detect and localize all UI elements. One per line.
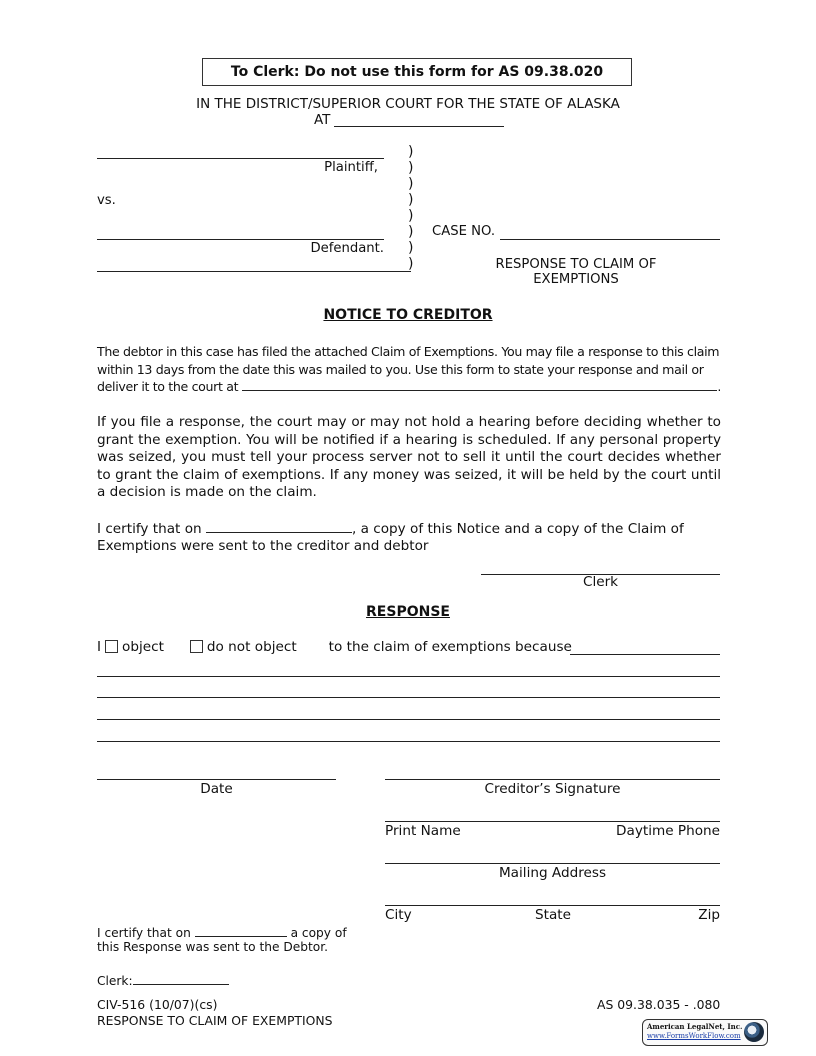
case-number-field[interactable] (500, 239, 720, 240)
notice-heading: NOTICE TO CREDITOR (323, 307, 493, 323)
clerk-certify-line2: this Response was sent to the Debtor. (97, 940, 329, 954)
form-number: CIV-516 (10/07)(cs) (97, 997, 218, 1012)
clerk-notice-text: To Clerk: Do not use this form for AS 09.38.020 (230, 64, 604, 80)
because-label: to the claim of exemptions because (328, 639, 572, 655)
caption-paren: ) (408, 224, 414, 240)
date-field[interactable] (97, 779, 336, 780)
date-label: Date (200, 781, 233, 797)
mailing-address-label: Mailing Address (498, 865, 607, 881)
clerk-initials-label: Clerk: (97, 974, 133, 988)
notice-paragraph-1-line3: deliver it to the court at (97, 379, 239, 395)
clerk-initials-field[interactable] (133, 972, 229, 985)
clerk-certify-date-field[interactable] (195, 924, 287, 937)
do-not-object-checkbox[interactable] (190, 640, 203, 653)
reason-field-line1[interactable] (570, 654, 720, 655)
daytime-phone-label: Daytime Phone (616, 823, 720, 839)
defendant-address-field[interactable] (97, 271, 411, 272)
zip-label: Zip (698, 907, 720, 923)
response-heading: RESPONSE (366, 604, 450, 620)
notice-paragraph-1 (97, 343, 721, 396)
reason-field-line2[interactable] (97, 676, 720, 677)
form-title-line2: EXEMPTIONS (533, 272, 619, 287)
notice-certify-prefix: I certify that on (97, 521, 202, 537)
mailing-address-field[interactable] (385, 863, 720, 864)
publisher-url[interactable]: www.FormsWorkFlow.com (647, 1032, 741, 1040)
caption-paren: ) (408, 192, 414, 208)
publisher-logo[interactable] (642, 1019, 768, 1046)
creditor-signature-field[interactable] (385, 779, 720, 780)
object-checkbox[interactable] (105, 640, 118, 653)
objection-i-label: I (97, 639, 102, 655)
plaintiff-label: Plaintiff, (324, 160, 378, 175)
defendant-label: Defendant. (310, 241, 384, 256)
caption-paren: ) (408, 240, 414, 256)
creditor-signature-label: Creditor’s Signature (484, 781, 621, 797)
object-label: object (122, 639, 164, 655)
state-label: State (535, 907, 571, 923)
notice-certify-suffix: , a copy of this Notice and a copy of the Claim of (351, 521, 684, 537)
caption-paren: ) (408, 160, 414, 176)
globe-icon (744, 1022, 764, 1042)
clerk-signature-label: Clerk (582, 574, 619, 590)
form-name-footer: RESPONSE TO CLAIM OF EXEMPTIONS (97, 1013, 333, 1028)
city-state-zip-field[interactable] (385, 905, 720, 906)
reason-field-line4[interactable] (97, 719, 720, 720)
defendant-name-field[interactable] (97, 239, 384, 240)
do-not-object-label: do not object (206, 639, 297, 655)
notice-certify-line2: Exemptions were sent to the creditor and debtor (97, 538, 429, 554)
reason-field-line5[interactable] (97, 741, 720, 742)
notice-certify-date-field[interactable] (206, 520, 352, 533)
vs-label: vs. (97, 193, 116, 208)
print-name-phone-field[interactable] (385, 821, 720, 822)
statute-reference: AS 09.38.035 - .080 (597, 997, 721, 1012)
clerk-certify-line1 (97, 924, 347, 940)
city-label: City (385, 907, 412, 923)
objection-row (97, 639, 572, 655)
publisher-name: American LegalNet, Inc. (647, 1022, 743, 1031)
clerk-initials-row (97, 972, 229, 988)
notice-paragraph-1-line1: The debtor in this case has filed the attached Claim of Exemptions. You may file a response to this claim (97, 344, 720, 359)
form-title-line1: RESPONSE TO CLAIM OF (495, 257, 657, 272)
caption-paren: ) (408, 256, 414, 272)
plaintiff-name-field[interactable] (97, 158, 384, 159)
reason-field-line3[interactable] (97, 697, 720, 698)
caption-paren: ) (408, 176, 414, 192)
caption-paren: ) (408, 208, 414, 224)
court-address-field[interactable] (242, 378, 717, 391)
notice-certify-line1 (97, 520, 684, 537)
case-number-label: CASE NO. (432, 224, 496, 239)
court-location-label: AT (314, 112, 331, 128)
print-name-label: Print Name (385, 823, 461, 839)
clerk-notice-box (202, 58, 632, 86)
notice-paragraph-1-line2: within 13 days from the date this was mailed to you. Use this form to state your response and mail or (97, 361, 704, 377)
clerk-certify-prefix: I certify that on (97, 926, 191, 940)
court-location-field[interactable] (334, 126, 504, 127)
notice-paragraph-1-end: . (717, 379, 721, 395)
clerk-certify-suffix: a copy of (290, 926, 347, 940)
court-title: IN THE DISTRICT/SUPERIOR COURT FOR THE STATE OF ALASKA (196, 96, 620, 112)
caption-paren: ) (408, 144, 414, 160)
notice-paragraph-2: If you file a response, the court may or may not hold a hearing before deciding whether to grant the exemption. You will be notified if a hearing is scheduled. If any personal property was seized, you must tell your process server not to sell it until the court decides whether to grant the claim of exemptions. If any money was seized, it will be held by the court until a decision is made on the claim. (97, 414, 721, 501)
